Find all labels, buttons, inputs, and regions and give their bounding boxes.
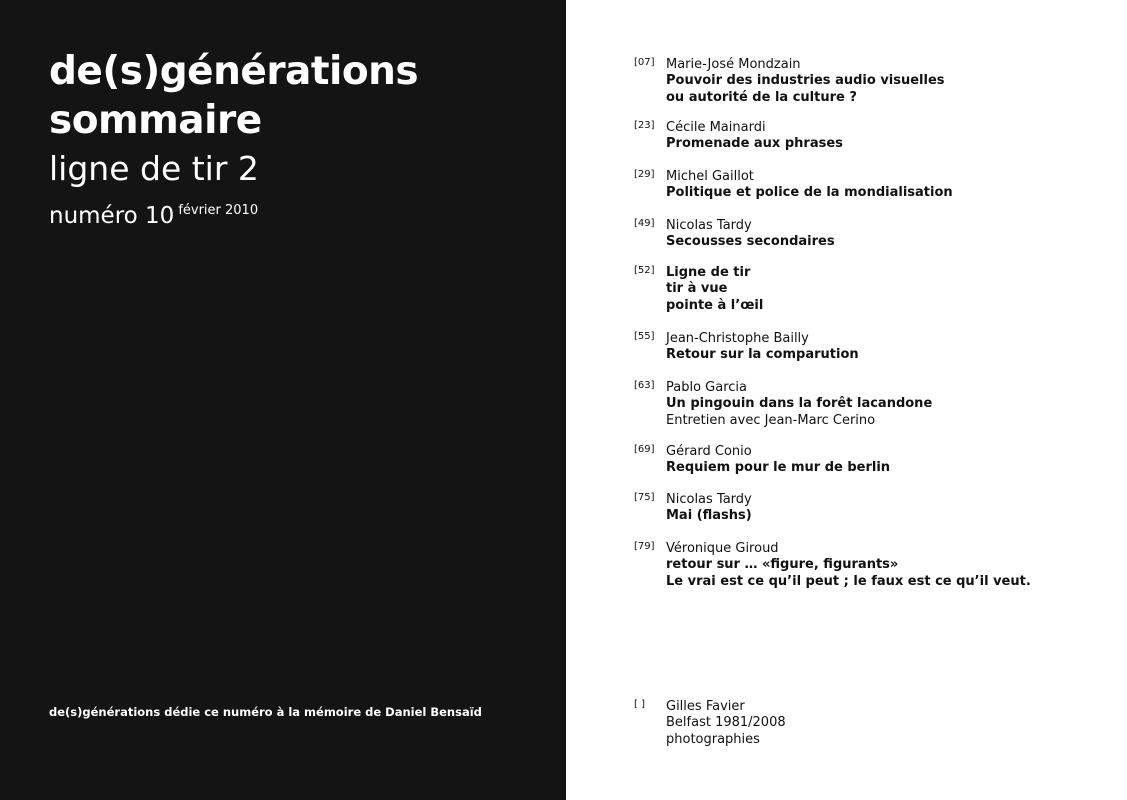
author-name: Marie-José Mondzain (666, 57, 801, 72)
author-name: Pablo Garcia (666, 380, 747, 395)
page-number: [07] (634, 57, 655, 68)
entry-lines (666, 57, 945, 106)
article-title: Mai (flashs) (666, 508, 752, 524)
author-name: Gilles Favier (666, 699, 745, 714)
author-name: Nicolas Tardy (666, 218, 752, 233)
article-title: Requiem pour le mur de berlin (666, 460, 891, 476)
article-title: Un pingouin dans la forêt lacandone (666, 396, 933, 412)
table-of-contents (566, 0, 1127, 800)
issue-subtitle: ligne de tir 2 (49, 149, 259, 188)
entry-lines (666, 169, 953, 202)
entry-lines (666, 120, 843, 153)
article-title: Politique et police de la mondialisation (666, 185, 953, 201)
page-number: [69] (634, 444, 655, 455)
entry-lines (666, 265, 763, 314)
contents-heading: sommaire (49, 98, 262, 143)
page-number: [75] (634, 492, 655, 503)
author-name: Cécile Mainardi (666, 120, 766, 135)
page-number: [63] (634, 380, 655, 391)
page-number: [49] (634, 218, 655, 229)
page-number: [79] (634, 541, 655, 552)
article-title: Retour sur la comparution (666, 347, 859, 363)
article-title: ou autorité de la culture ? (666, 89, 857, 105)
issue-number: numéro 10 (49, 203, 175, 229)
entry-lines (666, 444, 890, 477)
issue-date: février 2010 (178, 203, 259, 218)
entry-lines (666, 331, 859, 364)
page-number: [52] (634, 265, 655, 276)
page-number: [ ] (634, 699, 645, 710)
article-title: pointe à l’œil (666, 297, 764, 313)
article-title: Pouvoir des industries audio visuelles (666, 73, 945, 89)
entry-lines (666, 699, 786, 748)
author-name: Nicolas Tardy (666, 492, 752, 507)
author-name: Véronique Giroud (666, 541, 779, 556)
dedication: de(s)générations dédie ce numéro à la mémoire de Daniel Bensaïd (49, 705, 482, 719)
article-title: retour sur … «figure, figurants» (666, 557, 899, 573)
article-title: Promenade aux phrases (666, 136, 843, 152)
issue-line (49, 205, 258, 228)
page-number: [55] (634, 331, 655, 342)
page-number: [29] (634, 169, 655, 180)
article-title: Le vrai est ce qu’il peut ; le faux est ce qu’il veut. (666, 573, 1031, 589)
entry-lines (666, 380, 932, 429)
page-number: [23] (634, 120, 655, 131)
article-title: Ligne de tir (666, 265, 751, 280)
magazine-title: de(s)générations (49, 49, 419, 94)
entry-lines (666, 218, 835, 251)
author-name: Jean-Christophe Bailly (666, 331, 809, 346)
article-title: tir à vue (666, 281, 728, 297)
article-note: Belfast 1981/2008 (666, 715, 786, 731)
author-name: Gérard Conio (666, 444, 752, 459)
entry-lines (666, 541, 1031, 590)
article-note: photographies (666, 731, 760, 747)
author-name: Michel Gaillot (666, 169, 754, 184)
entry-lines (666, 492, 752, 525)
article-title: Secousses secondaires (666, 234, 835, 250)
article-note: Entretien avec Jean-Marc Cerino (666, 412, 876, 428)
